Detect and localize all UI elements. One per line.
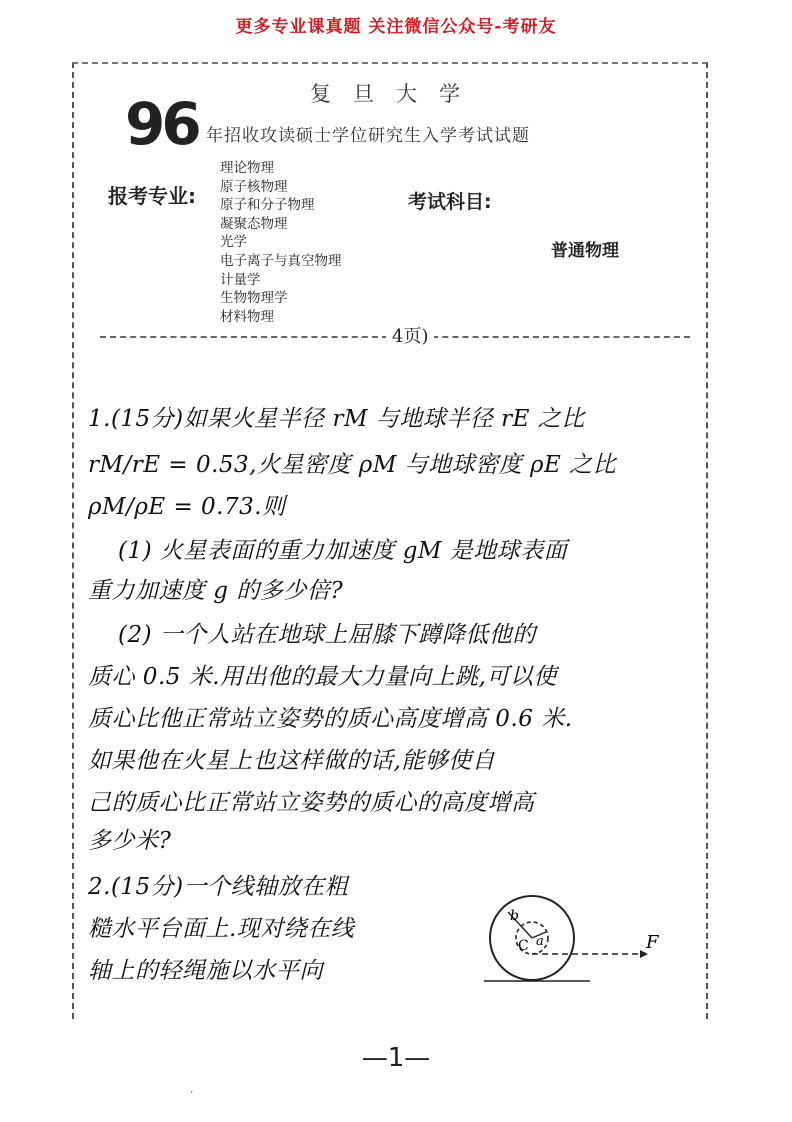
- question-line: ρM/ρE = 0.73.则: [88, 494, 286, 520]
- major-item: 计量学: [220, 271, 261, 288]
- major-item: 电子离子与真空物理: [220, 252, 342, 269]
- subject-name: 普通物理: [551, 241, 619, 261]
- major-item: 原子核物理: [220, 178, 288, 195]
- major-item: 材料物理: [220, 308, 274, 325]
- promo-banner: 更多专业课真题 关注微信公众号-考研友: [235, 17, 557, 37]
- question-line: 己的质心比正常站立姿势的质心的高度增高: [88, 790, 535, 816]
- spool-figure: [470, 888, 670, 998]
- label-force: F: [646, 932, 659, 953]
- university-name: 复旦大学: [310, 82, 482, 106]
- page-count: 4页): [386, 322, 434, 348]
- major-item: 生物物理学: [220, 290, 288, 307]
- label-c: C: [518, 938, 529, 954]
- label-a: a: [536, 934, 544, 949]
- question-line: rM/rE = 0.53,火星密度 ρM 与地球密度 ρE 之比: [88, 452, 617, 478]
- exam-year: 96: [125, 90, 198, 158]
- question-line: 质心 0.5 米.用出他的最大力量向上跳,可以使: [88, 664, 557, 690]
- subject-label: 考试科目:: [408, 191, 492, 213]
- question-line: (2) 一个人站在地球上屈膝下蹲降低他的: [118, 622, 536, 648]
- scan-mark: ‘: [190, 1090, 194, 1101]
- question-line: (1) 火星表面的重力加速度 gM 是地球表面: [118, 538, 568, 564]
- major-item: 理论物理: [220, 160, 274, 176]
- question-line: 轴上的轻绳施以水平向: [88, 958, 323, 984]
- question-line: 重力加速度 g 的多少倍?: [88, 578, 344, 604]
- question-line: 糙水平台面上.现对绕在线: [88, 916, 355, 942]
- question-line: 1.(15分)如果火星半径 rM 与地球半径 rE 之比: [88, 406, 585, 432]
- major-label: 报考专业:: [108, 184, 196, 208]
- major-list: [220, 159, 342, 326]
- question-line: 多少米?: [88, 828, 172, 854]
- major-item: 凝聚态物理: [220, 215, 288, 232]
- question-line: 如果他在火星上也这样做的话,能够使自: [88, 748, 496, 774]
- major-item: 原子和分子物理: [220, 197, 315, 214]
- page-number: —1—: [361, 1043, 431, 1073]
- major-item: 光学: [220, 234, 247, 251]
- question-line: 质心比他正常站立姿势的质心高度增高 0.6 米.: [88, 706, 573, 732]
- label-b: b: [510, 908, 519, 924]
- question-line: 2.(15分)一个线轴放在粗: [88, 874, 349, 900]
- exam-title: 年招收攻读硕士学位研究生入学考试试题: [206, 126, 530, 146]
